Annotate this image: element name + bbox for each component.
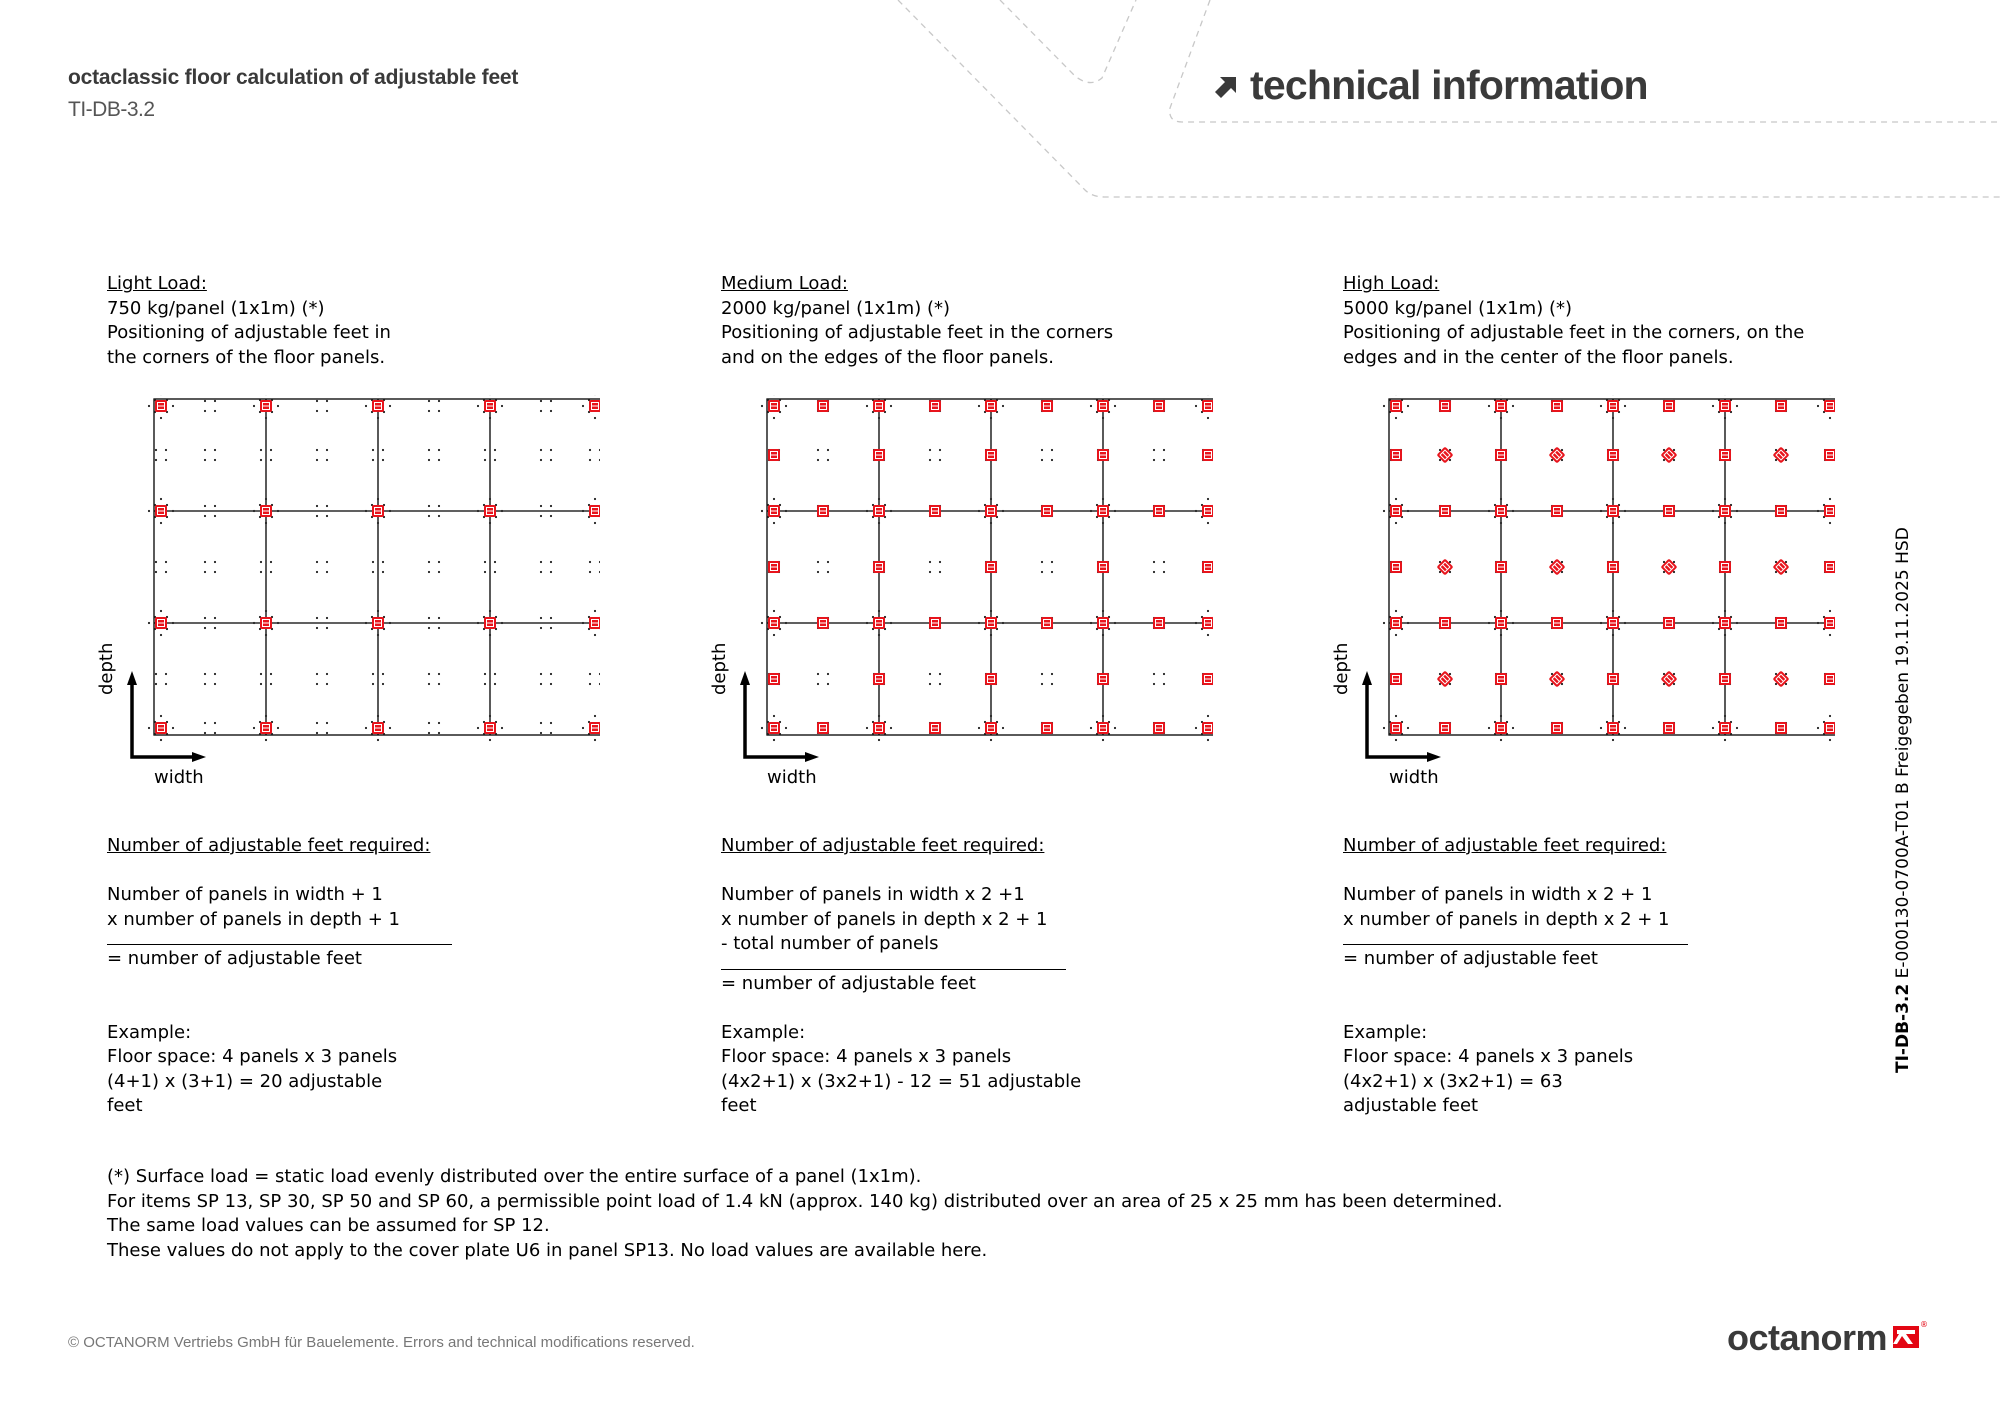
grid-marker bbox=[540, 722, 552, 734]
formula-result: = number of adjustable feet bbox=[107, 948, 362, 969]
high-load-intro bbox=[1343, 272, 1804, 370]
adjustable-foot bbox=[1390, 449, 1402, 461]
adjustable-foot bbox=[1439, 617, 1451, 629]
formula-line: - total number of panels bbox=[721, 933, 939, 954]
example-line: feet bbox=[721, 1095, 757, 1116]
adjustable-foot bbox=[372, 505, 384, 517]
grid-marker bbox=[1041, 449, 1053, 461]
grid-marker bbox=[929, 561, 941, 573]
adjustable-foot bbox=[1041, 617, 1053, 629]
adjustable-foot bbox=[1495, 722, 1507, 734]
adjustable-foot bbox=[260, 505, 272, 517]
adjustable-foot bbox=[1549, 671, 1566, 688]
medium-load-calculation bbox=[721, 834, 1081, 1119]
adjustable-foot bbox=[1775, 722, 1787, 734]
release-code: TI-DB-3.2 bbox=[1893, 983, 1913, 1073]
adjustable-foot bbox=[1437, 671, 1454, 688]
adjustable-foot bbox=[1202, 400, 1213, 412]
grid-marker bbox=[316, 673, 328, 685]
adjustable-foot bbox=[1719, 505, 1731, 517]
axis-arrows bbox=[745, 681, 809, 757]
calc-heading: Number of adjustable feet required: bbox=[107, 835, 431, 856]
adjustable-foot bbox=[1719, 722, 1731, 734]
adjustable-foot bbox=[1824, 722, 1835, 734]
medium-load-intro bbox=[721, 272, 1113, 370]
axis-arrows bbox=[1367, 681, 1431, 757]
release-info: E-000130-0700A-T01 B Freigegeben 19.11.2025 HSD bbox=[1893, 527, 1913, 984]
grid-marker bbox=[540, 400, 552, 412]
adjustable-foot bbox=[768, 561, 780, 573]
adjustable-foot bbox=[985, 561, 997, 573]
adjustable-foot bbox=[1607, 449, 1619, 461]
adjustable-foot bbox=[1097, 617, 1109, 629]
light-load-desc-1: Positioning of adjustable feet in bbox=[107, 322, 391, 343]
adjustable-foot bbox=[1041, 400, 1053, 412]
adjustable-foot bbox=[1153, 617, 1165, 629]
medium-load-diagram bbox=[709, 395, 1213, 795]
grid-marker bbox=[589, 449, 600, 461]
width-arrow-head bbox=[192, 752, 206, 762]
adjustable-foot bbox=[1041, 505, 1053, 517]
adjustable-foot bbox=[985, 722, 997, 734]
formula-line: x number of panels in depth x 2 + 1 bbox=[1343, 908, 1670, 930]
floor-grid-high bbox=[1335, 395, 1835, 795]
adjustable-foot bbox=[1202, 722, 1213, 734]
adjustable-foot bbox=[1824, 617, 1835, 629]
adjustable-foot bbox=[1390, 673, 1402, 685]
octanorm-logo bbox=[1727, 1318, 1928, 1358]
adjustable-foot bbox=[768, 449, 780, 461]
document-title: octaclassic floor calculation of adjustable feet bbox=[68, 66, 519, 89]
adjustable-foot bbox=[1551, 400, 1563, 412]
adjustable-foot bbox=[1607, 673, 1619, 685]
high-load-desc-1: Positioning of adjustable feet in the corners, on the bbox=[1343, 322, 1805, 343]
footnotes bbox=[107, 1165, 1503, 1263]
example-heading: Example: bbox=[1343, 1021, 1428, 1043]
axis-label-depth: depth bbox=[1331, 642, 1352, 695]
adjustable-foot bbox=[155, 617, 167, 629]
grid-marker bbox=[204, 449, 216, 461]
grid-marker bbox=[1041, 673, 1053, 685]
adjustable-foot bbox=[1439, 722, 1451, 734]
grid-marker bbox=[540, 673, 552, 685]
adjustable-foot bbox=[1202, 449, 1213, 461]
adjustable-foot bbox=[817, 505, 829, 517]
adjustable-foot bbox=[155, 505, 167, 517]
adjustable-foot bbox=[1551, 722, 1563, 734]
adjustable-foot bbox=[1719, 400, 1731, 412]
adjustable-foot bbox=[1437, 559, 1454, 576]
adjustable-foot bbox=[372, 400, 384, 412]
adjustable-foot bbox=[1495, 673, 1507, 685]
adjustable-foot bbox=[1153, 400, 1165, 412]
arrow-up-right-icon bbox=[1214, 73, 1240, 99]
grid-marker bbox=[540, 561, 552, 573]
high-load-heading: High Load: bbox=[1343, 273, 1440, 294]
adjustable-foot bbox=[873, 561, 885, 573]
formula-divider bbox=[721, 969, 1066, 970]
adjustable-foot bbox=[1661, 559, 1678, 576]
adjustable-foot bbox=[1390, 617, 1402, 629]
high-load-calculation bbox=[1343, 834, 1688, 1119]
adjustable-foot bbox=[484, 617, 496, 629]
example-line: Floor space: 4 panels x 3 panels bbox=[721, 1046, 1012, 1067]
high-load-value: 5000 kg/panel (1x1m) (*) bbox=[1343, 297, 1573, 319]
grid-marker bbox=[316, 722, 328, 734]
formula-line: Number of panels in width x 2 +1 bbox=[721, 884, 1025, 905]
floor-outline bbox=[154, 399, 600, 735]
adjustable-foot bbox=[1097, 449, 1109, 461]
adjustable-foot bbox=[1824, 449, 1835, 461]
adjustable-foot bbox=[1607, 505, 1619, 517]
adjustable-foot bbox=[929, 505, 941, 517]
adjustable-foot bbox=[873, 673, 885, 685]
grid-marker bbox=[817, 673, 829, 685]
adjustable-foot bbox=[1824, 673, 1835, 685]
adjustable-foot bbox=[1202, 505, 1213, 517]
depth-arrow-head bbox=[740, 671, 750, 685]
calc-heading: Number of adjustable feet required: bbox=[1343, 835, 1667, 856]
adjustable-foot bbox=[1663, 505, 1675, 517]
adjustable-foot bbox=[1719, 449, 1731, 461]
adjustable-foot bbox=[817, 722, 829, 734]
grid-marker bbox=[428, 449, 440, 461]
adjustable-foot bbox=[768, 505, 780, 517]
adjustable-foot bbox=[1607, 400, 1619, 412]
adjustable-foot bbox=[1663, 617, 1675, 629]
light-load-value: 750 kg/panel (1x1m) (*) bbox=[107, 297, 325, 319]
adjustable-foot bbox=[873, 617, 885, 629]
adjustable-foot bbox=[873, 449, 885, 461]
grid-marker bbox=[929, 449, 941, 461]
adjustable-foot bbox=[1719, 561, 1731, 573]
adjustable-foot bbox=[1719, 617, 1731, 629]
adjustable-foot bbox=[1439, 400, 1451, 412]
deco-line-2 bbox=[1000, 0, 1136, 83]
adjustable-foot bbox=[1824, 505, 1835, 517]
adjustable-foot bbox=[1773, 559, 1790, 576]
adjustable-foot bbox=[1097, 400, 1109, 412]
formula-line: Number of panels in width x 2 + 1 bbox=[1343, 884, 1653, 905]
section-heading bbox=[1214, 62, 1648, 109]
width-arrow-head bbox=[805, 752, 819, 762]
floor-grid-medium bbox=[713, 395, 1213, 795]
axis-label-width: width bbox=[1389, 767, 1439, 788]
adjustable-foot bbox=[589, 617, 600, 629]
adjustable-foot bbox=[1551, 505, 1563, 517]
example-line: Floor space: 4 panels x 3 panels bbox=[107, 1046, 398, 1067]
formula-line: x number of panels in depth + 1 bbox=[107, 908, 400, 930]
grid-marker bbox=[316, 449, 328, 461]
adjustable-foot bbox=[768, 617, 780, 629]
section-heading-text: technical information bbox=[1250, 62, 1648, 108]
light-load-intro bbox=[107, 272, 391, 370]
width-arrow-head bbox=[1427, 752, 1441, 762]
adjustable-foot bbox=[873, 505, 885, 517]
adjustable-foot bbox=[1607, 722, 1619, 734]
adjustable-foot bbox=[1097, 561, 1109, 573]
formula-line: x number of panels in depth x 2 + 1 bbox=[721, 908, 1048, 930]
footnote: The same load values can be assumed for SP 12. bbox=[107, 1215, 550, 1236]
adjustable-foot bbox=[1390, 505, 1402, 517]
adjustable-foot bbox=[589, 505, 600, 517]
adjustable-foot bbox=[1097, 505, 1109, 517]
adjustable-foot bbox=[929, 722, 941, 734]
grid-marker bbox=[204, 722, 216, 734]
axis-label-depth: depth bbox=[96, 642, 117, 695]
light-load-diagram bbox=[96, 395, 600, 795]
formula-divider bbox=[107, 944, 452, 945]
adjustable-foot bbox=[1551, 617, 1563, 629]
grid-marker bbox=[1041, 561, 1053, 573]
example-line: Floor space: 4 panels x 3 panels bbox=[1343, 1046, 1634, 1067]
grid-marker bbox=[540, 449, 552, 461]
adjustable-foot bbox=[985, 617, 997, 629]
floor-grid-light bbox=[100, 395, 600, 795]
adjustable-foot bbox=[1775, 400, 1787, 412]
adjustable-foot bbox=[1495, 505, 1507, 517]
grid-marker bbox=[428, 722, 440, 734]
axis-label-depth: depth bbox=[709, 642, 730, 695]
adjustable-foot bbox=[372, 617, 384, 629]
high-load-desc-2: edges and in the center of the floor panels. bbox=[1343, 346, 1734, 368]
adjustable-foot bbox=[1773, 447, 1790, 464]
medium-load-heading: Medium Load: bbox=[721, 273, 848, 294]
adjustable-foot bbox=[768, 400, 780, 412]
formula-divider bbox=[1343, 944, 1688, 945]
adjustable-foot bbox=[484, 400, 496, 412]
adjustable-foot bbox=[1661, 671, 1678, 688]
grid-marker bbox=[1153, 449, 1165, 461]
example-line: (4x2+1) x (3x2+1) = 63 bbox=[1343, 1070, 1563, 1092]
axis-label-width: width bbox=[154, 767, 204, 788]
adjustable-foot bbox=[768, 673, 780, 685]
grid-marker bbox=[428, 400, 440, 412]
adjustable-foot bbox=[1661, 447, 1678, 464]
adjustable-foot bbox=[1495, 400, 1507, 412]
adjustable-foot bbox=[929, 617, 941, 629]
adjustable-foot bbox=[1824, 400, 1835, 412]
registered-mark: ® bbox=[1920, 1320, 1929, 1329]
logo-mark-icon bbox=[1893, 1326, 1919, 1348]
medium-load-desc-1: Positioning of adjustable feet in the corners bbox=[721, 322, 1114, 343]
adjustable-foot bbox=[1607, 617, 1619, 629]
grid-marker bbox=[155, 561, 167, 573]
grid-marker bbox=[1153, 673, 1165, 685]
grid-marker bbox=[428, 673, 440, 685]
grid-marker bbox=[155, 449, 167, 461]
depth-arrow-head bbox=[1362, 671, 1372, 685]
formula-result: = number of adjustable feet bbox=[1343, 948, 1598, 969]
example-line: feet bbox=[107, 1095, 143, 1116]
light-load-calculation bbox=[107, 834, 452, 1119]
adjustable-foot bbox=[1097, 722, 1109, 734]
adjustable-foot bbox=[1390, 722, 1402, 734]
adjustable-foot bbox=[1549, 447, 1566, 464]
formula-line: Number of panels in width + 1 bbox=[107, 884, 383, 905]
high-load-diagram bbox=[1331, 395, 1835, 795]
copyright-text: © OCTANORM Vertriebs GmbH für Bauelemente. Errors and technical modifications reserved. bbox=[68, 1334, 695, 1351]
adjustable-foot bbox=[1607, 561, 1619, 573]
example-line: (4+1) x (3+1) = 20 adjustable bbox=[107, 1070, 383, 1092]
formula-result: = number of adjustable feet bbox=[721, 972, 976, 994]
adjustable-foot bbox=[1390, 400, 1402, 412]
grid-marker bbox=[316, 400, 328, 412]
adjustable-foot bbox=[484, 505, 496, 517]
adjustable-foot bbox=[1439, 505, 1451, 517]
header-decoration bbox=[0, 0, 2000, 220]
adjustable-foot bbox=[873, 400, 885, 412]
adjustable-foot bbox=[260, 617, 272, 629]
adjustable-foot bbox=[1202, 561, 1213, 573]
light-load-desc-2: the corners of the floor panels. bbox=[107, 346, 386, 368]
adjustable-foot bbox=[260, 400, 272, 412]
adjustable-foot bbox=[155, 722, 167, 734]
adjustable-foot bbox=[372, 722, 384, 734]
document-release-label bbox=[1893, 527, 1913, 1073]
adjustable-foot bbox=[1663, 400, 1675, 412]
grid-marker bbox=[204, 400, 216, 412]
adjustable-foot bbox=[1202, 673, 1213, 685]
grid-marker bbox=[1153, 561, 1165, 573]
adjustable-foot bbox=[1719, 673, 1731, 685]
footnote: For items SP 13, SP 30, SP 50 and SP 60, a permissible point load of 1.4 kN (approx. 140 kg) distributed over an area of 25 x 25 mm has been determined. bbox=[107, 1190, 1503, 1212]
grid-marker bbox=[204, 673, 216, 685]
adjustable-foot bbox=[929, 400, 941, 412]
adjustable-foot bbox=[1437, 447, 1454, 464]
grid-marker bbox=[589, 561, 600, 573]
adjustable-foot bbox=[589, 722, 600, 734]
adjustable-foot bbox=[1495, 561, 1507, 573]
grid-marker bbox=[817, 449, 829, 461]
adjustable-foot bbox=[873, 722, 885, 734]
calc-heading: Number of adjustable feet required: bbox=[721, 835, 1045, 856]
adjustable-foot bbox=[1495, 449, 1507, 461]
adjustable-foot bbox=[155, 400, 167, 412]
grid-marker bbox=[316, 561, 328, 573]
footnote: These values do not apply to the cover plate U6 in panel SP13. No load values are available here. bbox=[107, 1239, 988, 1261]
adjustable-foot bbox=[985, 400, 997, 412]
grid-marker bbox=[929, 673, 941, 685]
adjustable-foot bbox=[1041, 722, 1053, 734]
adjustable-foot bbox=[985, 449, 997, 461]
adjustable-foot bbox=[1824, 561, 1835, 573]
footnote: (*) Surface load = static load evenly distributed over the entire surface of a panel (1x1m). bbox=[107, 1166, 922, 1187]
depth-arrow-head bbox=[127, 671, 137, 685]
adjustable-foot bbox=[1775, 505, 1787, 517]
example-line: adjustable feet bbox=[1343, 1095, 1479, 1116]
grid-marker bbox=[155, 673, 167, 685]
adjustable-foot bbox=[1202, 617, 1213, 629]
adjustable-foot bbox=[985, 673, 997, 685]
axis-arrows bbox=[132, 681, 196, 757]
adjustable-foot bbox=[1153, 505, 1165, 517]
document-code: TI-DB-3.2 bbox=[68, 98, 155, 121]
example-line: (4x2+1) x (3x2+1) - 12 = 51 adjustable bbox=[721, 1070, 1082, 1092]
example-heading: Example: bbox=[107, 1021, 192, 1043]
grid-marker bbox=[589, 673, 600, 685]
adjustable-foot bbox=[484, 722, 496, 734]
axis-label-width: width bbox=[767, 767, 817, 788]
example-heading: Example: bbox=[721, 1021, 806, 1043]
adjustable-foot bbox=[1775, 617, 1787, 629]
adjustable-foot bbox=[985, 505, 997, 517]
adjustable-foot bbox=[817, 617, 829, 629]
adjustable-foot bbox=[260, 722, 272, 734]
grid-marker bbox=[817, 561, 829, 573]
adjustable-foot bbox=[1773, 671, 1790, 688]
adjustable-foot bbox=[1495, 617, 1507, 629]
medium-load-desc-2: and on the edges of the floor panels. bbox=[721, 346, 1054, 368]
adjustable-foot bbox=[1663, 722, 1675, 734]
adjustable-foot bbox=[817, 400, 829, 412]
adjustable-foot bbox=[1097, 673, 1109, 685]
grid-marker bbox=[428, 561, 440, 573]
grid-marker bbox=[204, 561, 216, 573]
adjustable-foot bbox=[768, 722, 780, 734]
adjustable-foot bbox=[1390, 561, 1402, 573]
adjustable-foot bbox=[1153, 722, 1165, 734]
light-load-heading: Light Load: bbox=[107, 273, 207, 294]
medium-load-value: 2000 kg/panel (1x1m) (*) bbox=[721, 297, 951, 319]
logo-wordmark: octanorm bbox=[1727, 1317, 1888, 1358]
adjustable-foot bbox=[589, 400, 600, 412]
adjustable-foot bbox=[1549, 559, 1566, 576]
